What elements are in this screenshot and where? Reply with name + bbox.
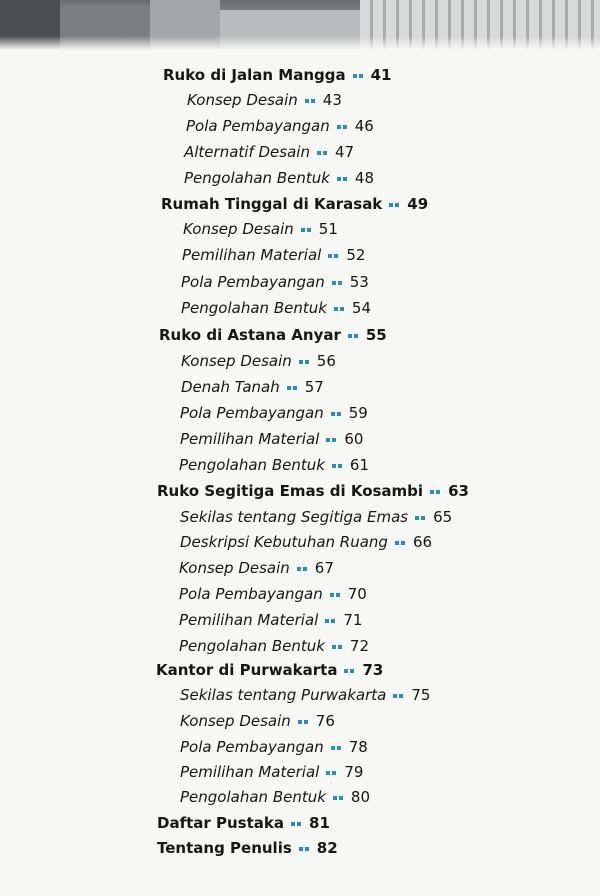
entry-title: Rumah Tinggal di Karasak	[161, 195, 383, 213]
entry-title: Pengolahan Bentuk	[184, 169, 330, 187]
leader-dots-icon	[344, 661, 356, 681]
toc-section-entry	[181, 272, 369, 293]
entry-title: Pola Pembayangan	[179, 585, 323, 603]
entry-page-number: 57	[304, 378, 324, 396]
leader-dots-icon	[291, 814, 303, 834]
entry-page-number: 71	[343, 611, 363, 629]
entry-page-number: 82	[316, 839, 338, 857]
entry-title: Konsep Desain	[179, 559, 290, 577]
entry-title: Kantor di Purwakarta	[156, 661, 338, 679]
toc-chapter-entry	[157, 838, 338, 859]
toc-section-entry	[179, 610, 362, 631]
toc-section-entry	[180, 685, 430, 706]
leader-dots-icon	[317, 143, 329, 163]
toc-section-entry	[180, 787, 370, 808]
leader-dots-icon	[330, 585, 342, 605]
toc-section-entry	[187, 90, 342, 111]
entry-page-number: 53	[349, 273, 369, 291]
leader-dots-icon	[328, 246, 340, 266]
entry-page-number: 75	[411, 686, 431, 704]
leader-dots-icon	[305, 91, 317, 111]
entry-title: Tentang Penulis	[157, 839, 292, 857]
entry-page-number: 81	[309, 814, 330, 832]
entry-title: Pemilihan Material	[182, 246, 322, 264]
entry-title: Pola Pembayangan	[180, 404, 324, 422]
entry-page-number: 41	[370, 66, 392, 84]
leader-dots-icon	[430, 482, 442, 502]
entry-page-number: 78	[348, 738, 368, 756]
toc-section-entry	[184, 142, 354, 163]
entry-page-number: 52	[346, 246, 366, 264]
toc-section-entry	[179, 455, 369, 476]
entry-title: Alternatif Desain	[184, 143, 310, 161]
toc-section-entry	[181, 377, 324, 398]
entry-page-number: 51	[318, 220, 338, 238]
toc-section-entry	[180, 507, 452, 528]
entry-title: Ruko di Astana Anyar	[159, 326, 341, 344]
entry-title: Pola Pembayangan	[181, 273, 325, 291]
entry-page-number: 54	[351, 299, 372, 317]
entry-title: Daftar Pustaka	[157, 814, 285, 832]
entry-page-number: 48	[354, 169, 375, 187]
entry-title: Pengolahan Bentuk	[180, 788, 326, 806]
entry-page-number: 79	[344, 763, 364, 781]
entry-page-number: 43	[322, 91, 342, 109]
leader-dots-icon	[353, 66, 365, 86]
toc-section-entry	[180, 429, 363, 450]
entry-page-number: 63	[448, 482, 469, 500]
toc-section-entry	[180, 711, 335, 732]
entry-title: Konsep Desain	[180, 712, 291, 730]
entry-page-number: 55	[365, 326, 387, 344]
toc-chapter-entry	[157, 813, 330, 834]
leader-dots-icon	[297, 559, 309, 579]
leader-dots-icon	[325, 611, 337, 631]
toc-section-entry	[181, 298, 371, 319]
toc-chapter-entry	[157, 481, 469, 502]
entry-page-number: 56	[316, 352, 336, 370]
toc-section-entry	[181, 351, 336, 372]
leader-dots-icon	[287, 378, 299, 398]
entry-title: Pola Pembayangan	[186, 117, 330, 135]
entry-page-number: 59	[348, 404, 368, 422]
entry-title: Konsep Desain	[187, 91, 298, 109]
leader-dots-icon	[348, 326, 360, 346]
entry-title: Pemilihan Material	[180, 430, 320, 448]
entry-page-number: 61	[349, 456, 370, 474]
entry-page-number: 60	[344, 430, 364, 448]
toc-section-entry	[180, 532, 432, 553]
entry-title: Pola Pembayangan	[180, 738, 324, 756]
leader-dots-icon	[337, 169, 349, 189]
leader-dots-icon	[415, 508, 427, 528]
toc-chapter-entry	[156, 660, 383, 681]
entry-title: Denah Tanah	[181, 378, 280, 396]
entry-title: Deskripsi Kebutuhan Ruang	[180, 533, 388, 551]
photo-fade	[0, 36, 600, 50]
toc-section-entry	[180, 737, 368, 758]
leader-dots-icon	[395, 533, 407, 553]
entry-title: Pengolahan Bentuk	[179, 456, 325, 474]
leader-dots-icon	[326, 430, 338, 450]
leader-dots-icon	[299, 839, 311, 859]
toc-section-entry	[179, 584, 367, 605]
leader-dots-icon	[326, 763, 338, 783]
leader-dots-icon	[299, 352, 311, 372]
leader-dots-icon	[332, 637, 344, 657]
toc-section-entry	[184, 168, 374, 189]
entry-page-number: 67	[314, 559, 334, 577]
toc-section-entry	[179, 558, 334, 579]
entry-title: Konsep Desain	[183, 220, 294, 238]
toc-section-entry	[180, 762, 363, 783]
toc-chapter-entry	[163, 65, 392, 86]
leader-dots-icon	[331, 738, 343, 758]
entry-title: Sekilas tentang Purwakarta	[180, 686, 387, 704]
leader-dots-icon	[393, 686, 405, 706]
entry-title: Pengolahan Bentuk	[179, 637, 325, 655]
leader-dots-icon	[298, 712, 310, 732]
toc-chapter-entry	[159, 325, 387, 346]
entry-page-number: 80	[350, 788, 371, 806]
leader-dots-icon	[332, 456, 344, 476]
leader-dots-icon	[332, 273, 344, 293]
entry-page-number: 46	[354, 117, 374, 135]
toc-section-entry	[186, 116, 374, 137]
entry-page-number: 72	[349, 637, 370, 655]
toc-chapter-entry	[161, 194, 428, 215]
toc-section-entry	[179, 636, 369, 657]
entry-page-number: 66	[412, 533, 433, 551]
entry-title: Pemilihan Material	[180, 763, 320, 781]
entry-title: Konsep Desain	[181, 352, 292, 370]
entry-page-number: 65	[433, 508, 453, 526]
entry-page-number: 73	[362, 661, 384, 679]
entry-title: Pemilihan Material	[179, 611, 319, 629]
leader-dots-icon	[334, 299, 346, 319]
toc-section-entry	[180, 403, 368, 424]
entry-page-number: 76	[315, 712, 335, 730]
leader-dots-icon	[337, 117, 349, 137]
entry-title: Sekilas tentang Segitiga Emas	[180, 508, 409, 526]
entry-title: Ruko di Jalan Mangga	[163, 66, 346, 84]
entry-page-number: 49	[407, 195, 429, 213]
entry-title: Ruko Segitiga Emas di Kosambi	[157, 482, 424, 500]
header-photo-strip	[0, 0, 600, 50]
entry-page-number: 47	[334, 143, 355, 161]
entry-page-number: 70	[347, 585, 367, 603]
leader-dots-icon	[301, 220, 313, 240]
leader-dots-icon	[331, 404, 343, 424]
toc-section-entry	[183, 219, 338, 240]
leader-dots-icon	[333, 788, 345, 808]
leader-dots-icon	[389, 195, 401, 215]
toc-section-entry	[182, 245, 365, 266]
entry-title: Pengolahan Bentuk	[181, 299, 327, 317]
